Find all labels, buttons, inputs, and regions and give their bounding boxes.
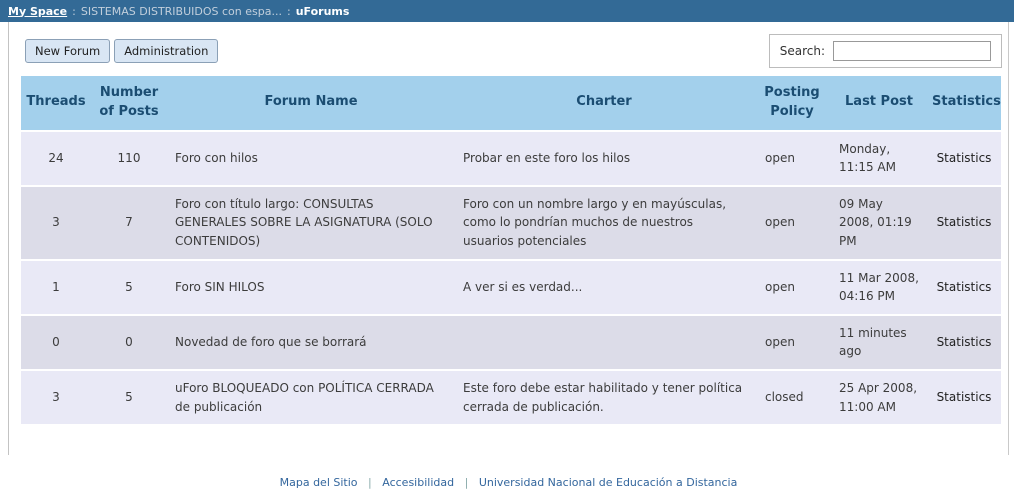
forum-table xyxy=(21,74,1001,426)
breadcrumb-separator: : xyxy=(72,4,76,18)
table-row xyxy=(21,261,1001,314)
last-post-cell: 11 minutes ago xyxy=(831,316,927,369)
breadcrumb-my-space[interactable]: My Space xyxy=(8,4,68,18)
new-forum-button[interactable]: New Forum xyxy=(25,39,110,63)
charter-cell: Foro con un nombre largo y en mayúsculas, como lo pondrían muchos de nuestros usuarios potenciales xyxy=(455,187,753,259)
charter-cell: A ver si es verdad... xyxy=(455,261,753,314)
toolbar xyxy=(9,34,1008,68)
breadcrumb xyxy=(0,0,1014,22)
header-posting-policy: Posting Policy xyxy=(753,76,831,130)
footer-link-university[interactable]: Universidad Nacional de Educación a Distancia xyxy=(478,476,738,489)
header-number-of-posts: Number of Posts xyxy=(91,76,167,130)
footer xyxy=(9,476,1008,489)
threads-cell: 3 xyxy=(21,187,91,259)
statistics-link[interactable]: Statistics xyxy=(927,316,1001,369)
header-threads: Threads xyxy=(21,76,91,130)
last-post-cell: 11 Mar 2008, 04:16 PM xyxy=(831,261,927,314)
forum-name-link[interactable]: uForo BLOQUEADO con POLÍTICA CERRADA de publicación xyxy=(167,371,455,424)
search-box xyxy=(769,34,1002,68)
posting-policy-cell: open xyxy=(753,187,831,259)
threads-cell: 0 xyxy=(21,316,91,369)
table-row xyxy=(21,132,1001,185)
posts-cell: 5 xyxy=(91,371,167,424)
footer-separator: | xyxy=(368,476,372,489)
statistics-link[interactable]: Statistics xyxy=(927,371,1001,424)
posts-cell: 110 xyxy=(91,132,167,185)
header-forum-name: Forum Name xyxy=(167,76,455,130)
footer-link-site-map[interactable]: Mapa del Sitio xyxy=(279,476,358,489)
charter-cell xyxy=(455,316,753,369)
charter-cell: Probar en este foro los hilos xyxy=(455,132,753,185)
table-row xyxy=(21,371,1001,424)
forum-name-link[interactable]: Foro con título largo: CONSULTAS GENERALES SOBRE LA ASIGNATURA (SOLO CONTENIDOS) xyxy=(167,187,455,259)
table-row xyxy=(21,316,1001,369)
search-label: Search: xyxy=(779,44,825,58)
posting-policy-cell: closed xyxy=(753,371,831,424)
posting-policy-cell: open xyxy=(753,261,831,314)
header-statistics: Statistics xyxy=(927,76,1001,130)
posts-cell: 0 xyxy=(91,316,167,369)
posts-cell: 7 xyxy=(91,187,167,259)
breadcrumb-tool-name: uForums xyxy=(295,4,350,18)
posting-policy-cell: open xyxy=(753,316,831,369)
administration-button[interactable]: Administration xyxy=(114,39,218,63)
threads-cell: 24 xyxy=(21,132,91,185)
posts-cell: 5 xyxy=(91,261,167,314)
statistics-link[interactable]: Statistics xyxy=(927,132,1001,185)
threads-cell: 1 xyxy=(21,261,91,314)
table-header-row xyxy=(21,76,1001,130)
posting-policy-cell: open xyxy=(753,132,831,185)
last-post-cell: 25 Apr 2008, 11:00 AM xyxy=(831,371,927,424)
toolbar-buttons xyxy=(25,39,218,63)
threads-cell: 3 xyxy=(21,371,91,424)
statistics-link[interactable]: Statistics xyxy=(927,187,1001,259)
last-post-cell: Monday, 11:15 AM xyxy=(831,132,927,185)
forum-name-link[interactable]: Foro con hilos xyxy=(167,132,455,185)
forum-name-link[interactable]: Foro SIN HILOS xyxy=(167,261,455,314)
search-input[interactable] xyxy=(833,41,991,61)
forum-table-body xyxy=(21,132,1001,425)
breadcrumb-site-name: SISTEMAS DISTRIBUIDOS con espa... xyxy=(80,4,282,18)
forum-name-link[interactable]: Novedad de foro que se borrará xyxy=(167,316,455,369)
last-post-cell: 09 May 2008, 01:19 PM xyxy=(831,187,927,259)
table-row xyxy=(21,187,1001,259)
footer-separator: | xyxy=(464,476,469,489)
header-charter: Charter xyxy=(455,76,753,130)
main-panel xyxy=(8,22,1009,489)
breadcrumb-separator: : xyxy=(286,4,291,18)
statistics-link[interactable]: Statistics xyxy=(927,261,1001,314)
charter-cell: Este foro debe estar habilitado y tener política cerrada de publicación. xyxy=(455,371,753,424)
footer-link-accessibility[interactable]: Accesibilidad xyxy=(382,476,455,489)
header-last-post: Last Post xyxy=(831,76,927,130)
